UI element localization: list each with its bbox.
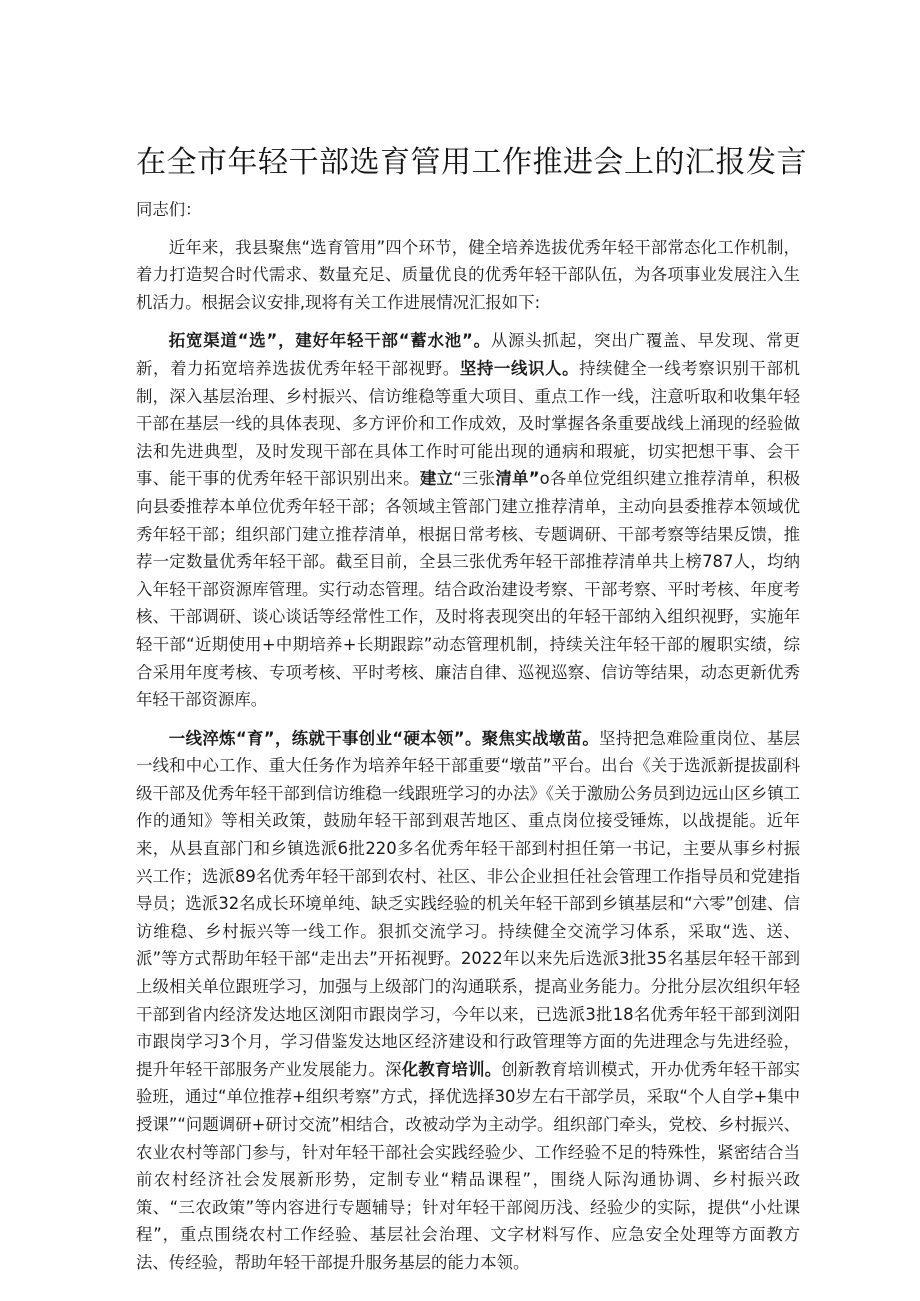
section-select-paragraph	[136, 327, 800, 713]
section-cultivate-subheading-2: 化教育培训。	[401, 1059, 502, 1079]
section-cultivate-text-1: 坚持把急难险重岗位、基层一线和中心工作、重大任务作为培养年轻干部重要“墩苗”平台。出台《关于选派新提拔副科级干部及优秀年轻干部到信访维稳一线跟班学习的办法》《关于激励公务员到边远山区乡镇工作的通知》等相关政策，鼓励年轻干部到艰苦地区、重点岗位接受锤炼，以战提能。近年来，从县直部门和乡镇选派6批220多名优秀年轻干部到村担任第一书记，主要从事乡村振兴工作；选派89名优秀年轻干部到农村、社区、非公企业担任社会管理工作指导员和党建指导员；选派32名成长环境单纯、缺乏实践经验的机关年轻干部到乡镇基层和“六零”创建、信访维稳、乡村振兴等一线工作。狠抓交流学习。持续健全交流学习体系，采取“选、送、派”等方式帮助年轻干部“走出去”开拓视野。2022年以来先后选派3批35名基层年轻干部到上级相关单位跟班学习，加强与上级部门的沟通联系，提高业务能力。分批分层次组织年轻干部到省内经济发达地区浏阳市跟岗学习，今年以来，已选派3批18名优秀年轻干部到浏阳市跟岗学习3个月，学习借鉴发达地区经济建设和行政管理等方面的先进理念与先进经验，提升年轻干部服务产业发展能力。深	[136, 728, 801, 1079]
section-select-subheading-2b: 清单”	[495, 469, 540, 489]
section-select-text-3: “三张	[453, 469, 496, 489]
section-select-heading: 拓宽渠道“选”，建好年轻干部“蓄水池”。	[168, 331, 491, 351]
section-select-subheading-2a: 建立	[419, 469, 454, 489]
section-select-text-2: 持续健全一线考察识别干部机制，深入基层治理、乡村振兴、信访维稳等重大项目、重点工作一线，注意听取和收集年轻干部在基层一线的具体表现、多方评价和工作成效，及时掌握各条重要战线上涌现的经验做法和先进典型，及时发现干部在具体工作时可能出现的通病和瑕疵，切实把想干事、会干事、能干事的优秀年轻干部识别出来。	[136, 358, 801, 489]
section-cultivate-paragraph	[136, 725, 800, 1277]
section-cultivate-subheading-1: 聚焦实战墩苗。	[481, 728, 600, 748]
document-body	[136, 196, 800, 1288]
section-cultivate-heading: 一线淬炼“育”，练就干事创业“硬本领”。	[168, 728, 482, 748]
section-select-subheading-1: 坚持一线识人。	[459, 358, 580, 378]
intro-paragraph: 近年来，我县聚焦“选育管用”四个环节，健全培养选拔优秀年轻干部常态化工作机制，着力打造契合时代需求、数量充足、质量优良的优秀年轻干部队伍，为各项事业发展注入生机活力。根据会议安排,现将有关工作进展情况汇报如下:	[136, 237, 800, 312]
section-select-text-1: 从源头抓起，突出广覆盖、早发现、常更新，着力拓宽培养选拔优秀年轻干部视野。	[136, 331, 801, 378]
document-title: 在全市年轻干部选育管用工作推进会上的汇报发言	[136, 145, 807, 180]
section-select-text-4: o各单位党组织建立推荐清单，积极向县委推荐本单位优秀年轻干部；各领域主管部门建立推荐清单，主动向县委推荐本领域优秀年轻干部；组织部门建立推荐清单，根据日常考核、专题调研、干部考察等结果反馈，推荐一定数量优秀年轻干部。截至目前，全县三张优秀年轻干部推荐清单共上榜787人，均纳入年轻干部资源库管理。实行动态管理。结合政治建设考察、干部考察、平时考核、年度考核、干部调研、谈心谈话等经常性工作，及时将表现突出的年轻干部纳入组织视野，实施年轻干部“近期使用+中期培养+长期跟踪”动态管理机制，持续关注年轻干部的履职实绩，综合采用年度考核、专项考核、平时考核、廉洁自律、巡视巡察、信访等结果，动态更新优秀年轻干部资源库。	[136, 469, 801, 710]
section-cultivate-text-2: 创新教育培训模式，开办优秀年轻干部实验班，通过“单位推荐+组织考察”方式，择优选择30岁左右干部学员，采取“个人自学+集中授课”“问题调研+研讨交流”相结合，改被动学为主动学。组织部门牵头，党校、乡村振兴、农业农村等部门参与，针对年轻干部社会实践经验少、工作经验不足的特殊性，紧密结合当前农村经济社会发展新形势，定制专业“精品课程”，围绕人际沟通协调、乡村振兴政策、“三农政策”等内容进行专题辅导；针对年轻干部阅历浅、经验少的实际，提供“小灶课程”，重点围绕农村工作经验、基层社会治理、文字材料写作、应急安全处理等方面教方法、传经验，帮助年轻干部提升服务基层的能力本领。	[136, 1059, 801, 1272]
salutation: 同志们：	[136, 200, 202, 219]
